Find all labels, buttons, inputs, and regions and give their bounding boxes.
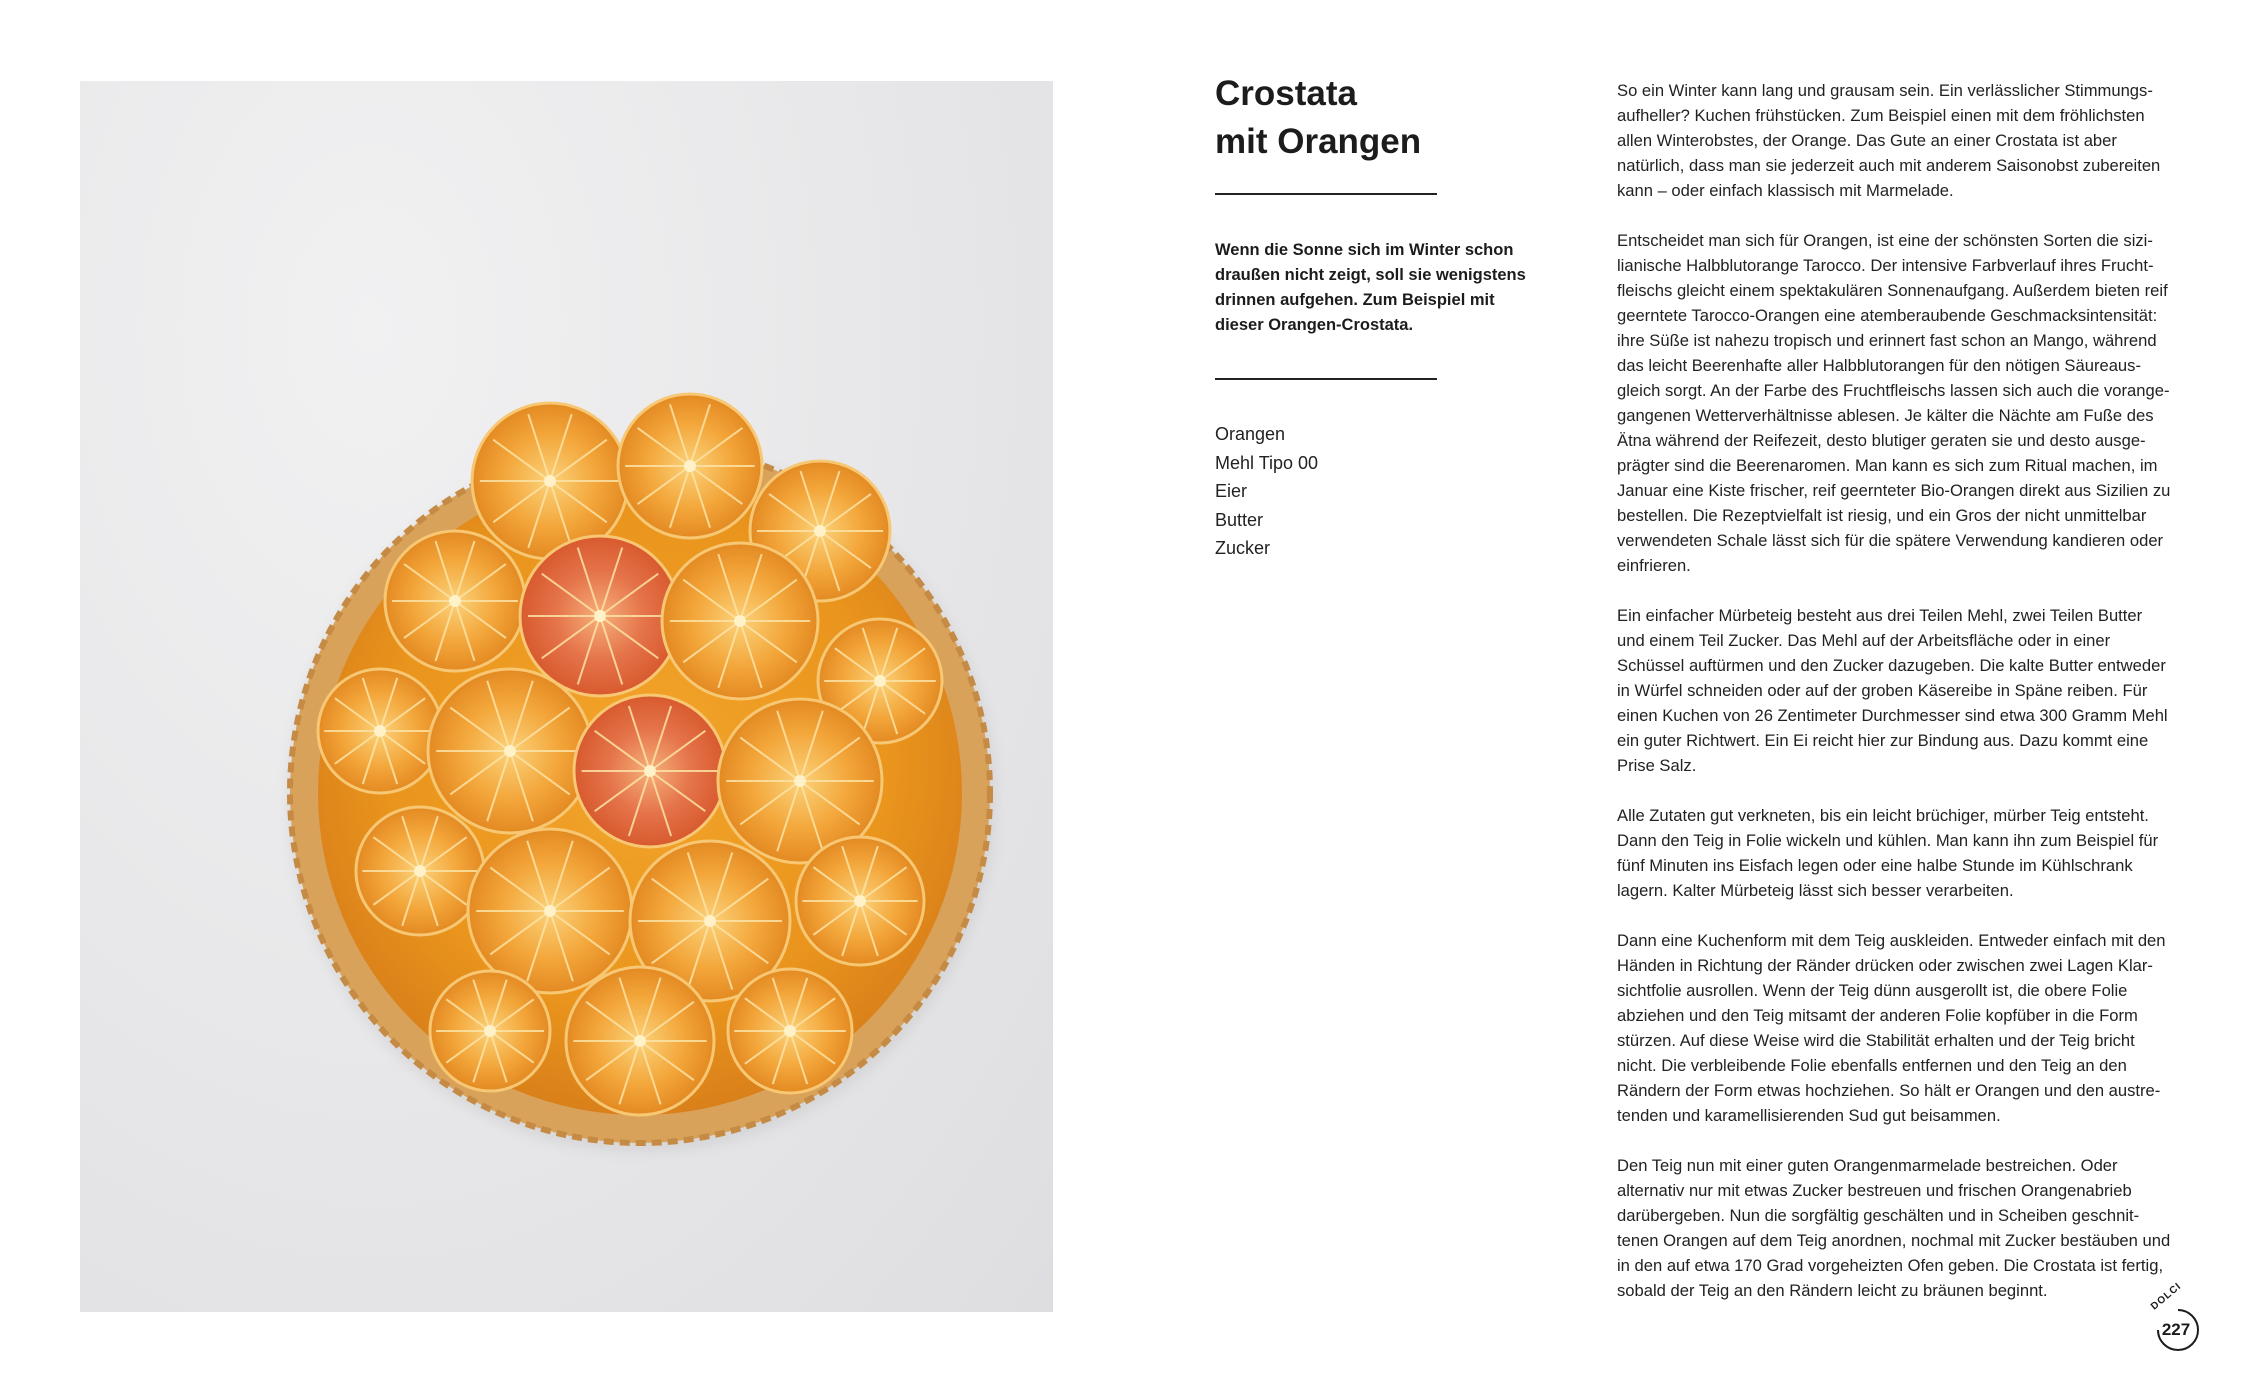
slice-center: [544, 475, 556, 487]
body-line: sichtfolie ausrollen. Wenn der Teig dünn ausgerollt ist, die obere Folie: [1617, 981, 2128, 1000]
body-line: gangenen Wetterverhältnisse ablesen. Je kälter die Nächte am Fuße des: [1617, 406, 2154, 425]
recipe-title-line: Crostata: [1215, 74, 1357, 113]
body-line: Entscheidet man sich für Orangen, ist eine der schönsten Sorten die sizi-: [1617, 231, 2153, 250]
ingredient-item: Zucker: [1215, 538, 1271, 559]
body-line: in den auf etwa 170 Grad vorgeheizten Ofen geben. Die Crostata ist fertig,: [1617, 1256, 2164, 1275]
body-line: Händen in Richtung der Ränder drücken oder zwischen zwei Lagen Klar-: [1617, 956, 2153, 975]
body-line: verwendeten Schale lässt sich für die spätere Verwendung kandieren oder: [1617, 531, 2164, 550]
body-line: abziehen und den Teig mitsamt der anderen Folie kopfüber in die Form: [1617, 1006, 2138, 1025]
intro-line: Wenn die Sonne sich im Winter schon: [1215, 241, 1514, 259]
body-line: darübergeben. Nun die sorgfältig geschälten und in Scheiben geschnit-: [1617, 1206, 2140, 1225]
body-line: alternativ nur mit etwas Zucker bestreuen und frischen Orangenabrieb: [1617, 1181, 2132, 1200]
body-line: Den Teig nun mit einer guten Orangenmarmelade bestreichen. Oder: [1617, 1156, 2118, 1175]
body-line: prägter sind die Beerenaromen. Man kann es sich zum Ritual machen, im: [1617, 456, 2158, 475]
intro-line: draußen nicht zeigt, soll sie wenigstens: [1215, 266, 1526, 284]
body-line: tenen Orangen auf dem Teig anordnen, nochmal mit Zucker bestäuben und: [1617, 1231, 2171, 1250]
body-line: Ätna während der Reifezeit, desto blutiger geraten sie und desto ausge-: [1617, 431, 2146, 450]
slice-center: [734, 615, 746, 627]
slice-center: [504, 745, 516, 757]
section-label: DOLCI: [2149, 1280, 2184, 1313]
body-line: stürzen. Auf diese Weise wird die Stabilität erhalten und der Teig bricht: [1617, 1031, 2135, 1050]
slice-center: [374, 725, 386, 737]
body-line: lianische Halbblutorange Tarocco. Der intensive Farbverlauf ihres Frucht-: [1617, 256, 2154, 275]
slice-center: [449, 595, 461, 607]
body-line: Dann den Teig in Folie wickeln und kühlen. Man kann ihn zum Beispiel für: [1617, 831, 2159, 850]
body-line: das leicht Beerenhafte aller Halbblutorangen für den nötigen Säureaus-: [1617, 356, 2141, 375]
slice-center: [784, 1025, 796, 1037]
intro-line: drinnen aufgehen. Zum Beispiel mit: [1215, 291, 1495, 309]
slice-center: [814, 525, 826, 537]
body-line: nicht. Die verbleibende Folie ebenfalls entfernen und den Teig an den: [1617, 1056, 2127, 1075]
body-line: einfrieren.: [1617, 556, 1691, 575]
body-line: geerntete Tarocco-Orangen eine atemberaubende Geschmacksintensität:: [1617, 306, 2158, 325]
ingredient-item: Butter: [1215, 509, 1264, 530]
body-line: ein guter Richtwert. Ein Ei reicht hier zur Bindung aus. Dazu kommt eine: [1617, 731, 2149, 750]
body-line: in Würfel schneiden oder auf der groben Käsereibe in Späne reiben. Für: [1617, 681, 2148, 700]
body-paragraph: [1617, 78, 2202, 203]
page-number: 227: [2161, 1320, 2191, 1339]
body-line: natürlich, dass man sie jederzeit auch mit anderem Saisonobst zubereiten: [1617, 156, 2161, 175]
body-paragraph: [1617, 1153, 2202, 1303]
body-line: Rändern der Form etwas hochziehen. So hält er Orangen und den austre-: [1617, 1081, 2161, 1100]
recipe-intro: [1215, 238, 1525, 338]
body-line: fleischs gleicht einem spektakulären Sonnenaufgang. Außerdem bieten reif: [1617, 281, 2168, 300]
body-line: Prise Salz.: [1617, 756, 1697, 775]
body-line: und einem Teil Zucker. Das Mehl auf der Arbeitsfläche oder in einer: [1617, 631, 2111, 650]
slice-center: [414, 865, 426, 877]
body-line: kann – oder einfach klassisch mit Marmelade.: [1617, 181, 1954, 200]
slice-center: [874, 675, 886, 687]
ingredient-list: [1215, 420, 1318, 563]
body-line: fünf Minuten ins Eisfach legen oder eine halbe Stunde im Kühlschrank: [1617, 856, 2133, 875]
body-line: ihre Süße ist nahezu tropisch und erinnert fast schon an Mango, während: [1617, 331, 2157, 350]
body-line: bestellen. Die Rezeptvielfalt ist riesig, und ein Gros der nicht unmittelbar: [1617, 506, 2147, 525]
intro-line: dieser Orangen-Crostata.: [1215, 316, 1414, 334]
body-line: einen Kuchen von 26 Zentimeter Durchmesser sind etwa 300 Gramm Mehl: [1617, 706, 2168, 725]
slice-center: [484, 1025, 496, 1037]
slice-center: [684, 460, 696, 472]
body-line: lagern. Kalter Mürbeteig lässt sich besser verarbeiten.: [1617, 881, 2014, 900]
body-paragraph: [1617, 803, 2202, 903]
slice-center: [794, 775, 806, 787]
body-line: Ein einfacher Mürbeteig besteht aus drei Teilen Mehl, zwei Teilen Butter: [1617, 606, 2143, 625]
slice-center: [644, 765, 656, 777]
body-line: gleich sorgt. An der Farbe des Fruchtfleischs lassen sich auch die vorange-: [1617, 381, 2170, 400]
ingredient-item: Mehl Tipo 00: [1215, 452, 1319, 473]
body-paragraph: [1617, 928, 2202, 1128]
slice-center: [634, 1035, 646, 1047]
body-line: tenden und karamellisierenden Sud gut beisammen.: [1617, 1106, 2001, 1125]
body-line: sobald der Teig an den Rändern leicht zu bräunen beginnt.: [1617, 1281, 2048, 1300]
body-paragraph: [1617, 603, 2202, 778]
body-line: Alle Zutaten gut verkneten, bis ein leicht brüchiger, mürber Teig entsteht.: [1617, 806, 2149, 825]
slice-center: [704, 915, 716, 927]
slice-center: [594, 610, 606, 622]
crostata-illustration: [80, 81, 1053, 1312]
ingredient-item: Orangen: [1215, 424, 1286, 444]
recipe-title-line: mit Orangen: [1215, 122, 1422, 161]
body-line: Januar eine Kiste frischer, reif geernteter Bio-Orangen direkt aus Sizilien zu: [1617, 481, 2171, 500]
divider: [1215, 378, 1437, 380]
body-text: [1617, 78, 2202, 1328]
slice-center: [544, 905, 556, 917]
body-line: aufheller? Kuchen frühstücken. Zum Beispiel einen mit dem fröhlichsten: [1617, 106, 2145, 125]
body-paragraph: [1617, 228, 2202, 578]
body-line: So ein Winter kann lang und grausam sein. Ein verlässlicher Stimmungs-: [1617, 81, 2153, 100]
crostata-photo: [80, 81, 1053, 1312]
body-line: Dann eine Kuchenform mit dem Teig auskleiden. Entweder einfach mit den: [1617, 931, 2166, 950]
ingredient-item: Eier: [1215, 481, 1248, 502]
recipe-title: [1215, 70, 1515, 166]
body-line: Schüssel auftürmen und den Zucker dazugeben. Die kalte Butter entweder: [1617, 656, 2166, 675]
divider: [1215, 193, 1437, 195]
body-line: allen Winterobstes, der Orange. Das Gute an einer Crostata ist aber: [1617, 131, 2117, 150]
slice-center: [854, 895, 866, 907]
